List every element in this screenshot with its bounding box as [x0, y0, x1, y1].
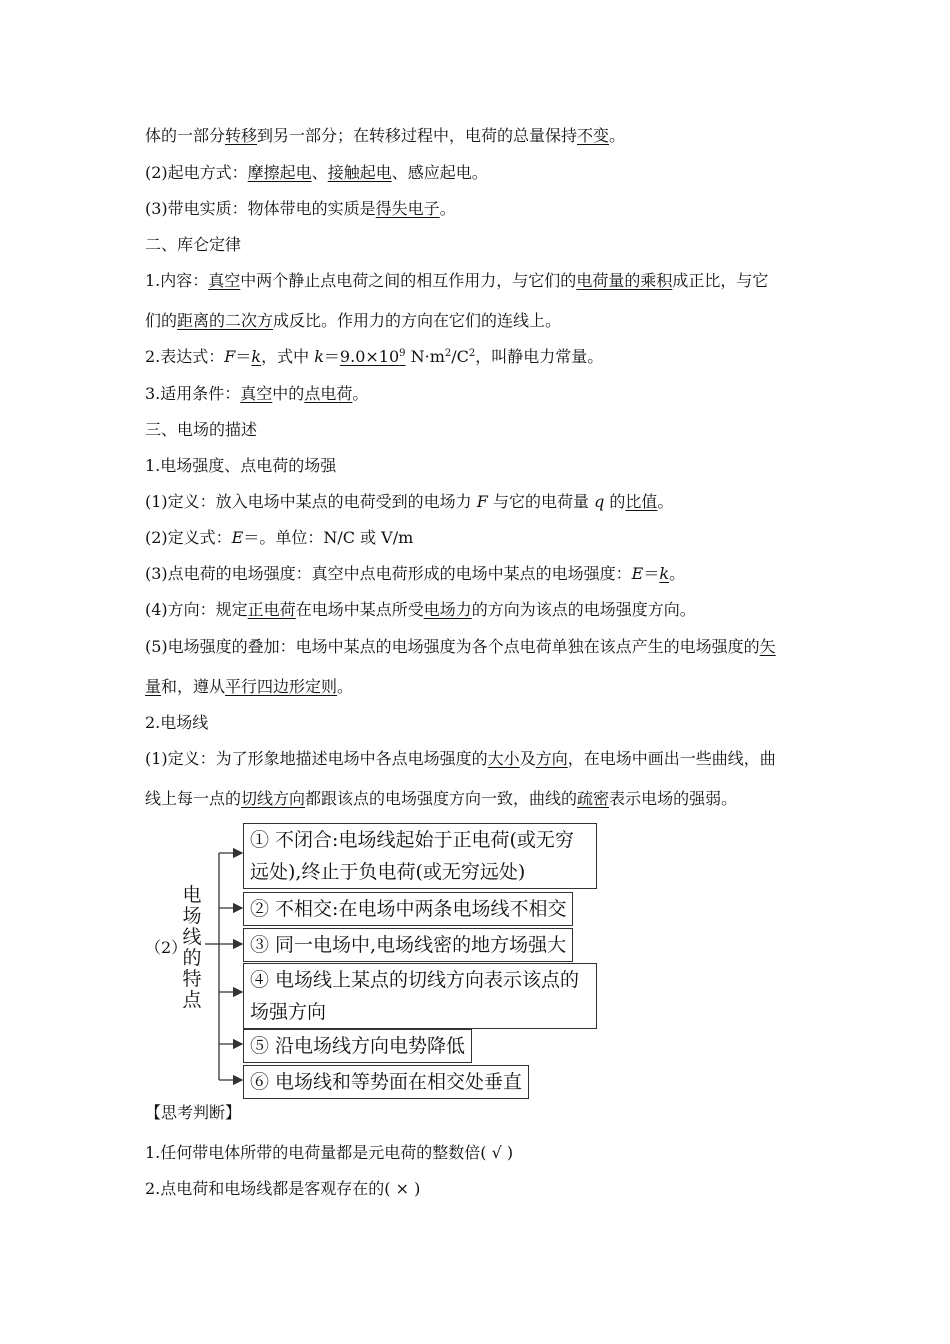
answer-blank: 比值 — [625, 492, 658, 511]
answer-blank: 大小 — [487, 749, 520, 768]
answer-blank: 电荷量的乘积 — [576, 271, 673, 290]
text: 和，遵从 — [161, 677, 226, 696]
text: 、感应起电。 — [391, 163, 488, 182]
answer-blank: 得失电子 — [375, 199, 440, 218]
answer-blank: 真空 — [208, 271, 241, 290]
text: 。 — [657, 492, 674, 511]
symbol: E — [631, 564, 644, 583]
judgement-item — [145, 1178, 420, 1200]
answer-blank: 切线方向 — [241, 789, 306, 808]
text: 到另一部分；在转移过程中，电荷的总量保持 — [257, 126, 578, 145]
text: 。 — [609, 126, 626, 145]
text: (2)定义式： — [145, 528, 232, 547]
text: 。 — [439, 199, 456, 218]
answer-blank: 接触起电 — [327, 163, 392, 182]
text: (1)定义：放入电场中某点的电荷受到的电场力 — [145, 492, 477, 511]
paragraph-line: 1.电场强度、点电荷的场强 — [145, 456, 337, 475]
answer-blank: 点电荷 — [304, 384, 353, 403]
feature-box-2 — [243, 892, 573, 926]
text: 1.内容： — [145, 271, 209, 290]
label-char: 的 — [182, 947, 202, 969]
answer-blank: 真空 — [240, 384, 273, 403]
text: ＝。单位：N/C 或 V/m — [243, 528, 414, 547]
text: 。 — [352, 384, 369, 403]
box-text: ③ 同一电场中,电场线密的地方场强大 — [250, 934, 567, 956]
text: 及 — [519, 749, 536, 768]
symbol: q — [594, 492, 605, 511]
text: ＝ — [323, 347, 340, 366]
text: N·m — [405, 347, 445, 366]
text: ) — [414, 1179, 421, 1198]
section-heading: 二、库仑定律 — [145, 235, 242, 254]
box-text: ⑤ 沿电场线方向电势降低 — [250, 1035, 466, 1057]
check-mark: √ — [491, 1143, 502, 1162]
cross-mark: × — [395, 1179, 410, 1198]
text: 成正比，与它 — [672, 271, 769, 290]
answer-blank: 矢 — [759, 637, 776, 656]
box-text: 场强方向 — [250, 1001, 327, 1023]
answer-blank: 电场力 — [423, 600, 472, 619]
answer-blank: 转移 — [225, 126, 258, 145]
text: 的 — [604, 492, 626, 511]
text: 3.适用条件： — [145, 384, 241, 403]
text: ，式中 — [261, 347, 315, 366]
symbol: k — [314, 347, 324, 366]
answer-blank: k — [251, 347, 262, 366]
text: 的方向为该点的电场强度方向。 — [471, 600, 696, 619]
answer-blank: 正电荷 — [247, 600, 296, 619]
text: 9.0×10 — [339, 347, 400, 366]
text: 1.任何带电体所带的电荷量都是元电荷的整数倍( — [145, 1143, 487, 1162]
superscript: 9 — [399, 348, 406, 359]
box-text: ② 不相交:在电场中两条电场线不相交 — [250, 898, 567, 920]
text: (3)点电荷的电场强度：真空中点电荷形成的电场中某点的电场强度： — [145, 564, 632, 583]
answer-blank: 不变 — [577, 126, 610, 145]
text: 中的 — [272, 384, 305, 403]
feature-box-6 — [243, 1065, 529, 1099]
text: 体的一部分 — [145, 126, 226, 145]
symbol: F — [476, 492, 488, 511]
symbol: F — [224, 347, 236, 366]
text: (3)带电实质：物体带电的实质是 — [145, 199, 376, 218]
box-text: ① 不闭合:电场线起始于正电荷(或无穷 — [250, 829, 574, 851]
text: ，叫静电力常量。 — [475, 347, 604, 366]
text: (2)起电方式： — [145, 163, 248, 182]
text: ) — [506, 1143, 514, 1162]
judgement-item — [145, 1142, 513, 1164]
text: /C — [451, 347, 469, 366]
diagram-vertical-label — [180, 885, 204, 1011]
text: ＝ — [643, 564, 660, 583]
answer-blank: 量 — [145, 677, 162, 696]
text: 、 — [311, 163, 328, 182]
section-heading: 三、电场的描述 — [145, 420, 258, 439]
text: ，在电场中画出一些曲线，曲 — [567, 749, 776, 768]
text: (1)定义：为了形象地描述电场中各点电场强度的 — [145, 749, 488, 768]
answer-blank: 摩擦起电 — [247, 163, 312, 182]
feature-box-5 — [243, 1029, 472, 1063]
superscript: 2 — [444, 348, 452, 359]
box-text: ④ 电场线上某点的切线方向表示该点的 — [250, 969, 580, 991]
feature-box-3 — [243, 928, 573, 962]
label-char: 线 — [182, 926, 202, 948]
label-char: 点 — [182, 989, 202, 1011]
text: 表示电场的强弱。 — [609, 789, 738, 808]
text: 中两个静止点电荷之间的相互作用力，与它们的 — [240, 271, 577, 290]
text: 线上每一点的 — [145, 789, 242, 808]
text: (4)方向：规定 — [145, 600, 248, 619]
text: ＝ — [235, 347, 252, 366]
text: 成反比。作用力的方向在它们的连线上。 — [273, 311, 562, 330]
answer-blank: 平行四边形定则 — [225, 677, 338, 696]
text: 2.点电荷和电场线都是客观存在的( — [145, 1179, 391, 1198]
answer-blank: k — [659, 564, 670, 583]
paragraph-line: 2.电场线 — [145, 713, 209, 732]
answer-blank: 方向 — [535, 749, 568, 768]
text: 。 — [669, 564, 686, 583]
diagram-prefix: （2） — [145, 938, 188, 957]
text: 们的 — [145, 311, 178, 330]
label-char: 特 — [182, 968, 202, 990]
feature-box-4 — [243, 963, 597, 1029]
text: 2.表达式： — [145, 347, 225, 366]
answer-blank: 距离的二次方 — [177, 311, 274, 330]
answer-blank: 疏密 — [577, 789, 610, 808]
section-heading: 【思考判断】 — [145, 1103, 242, 1122]
label-char: 电 — [182, 884, 202, 906]
feature-box-1 — [243, 823, 597, 889]
text: 与它的电荷量 — [487, 492, 595, 511]
label-char: 场 — [182, 905, 202, 927]
text: 。 — [337, 677, 354, 696]
text: 都跟该点的电场强度方向一致，曲线的 — [305, 789, 578, 808]
text: (5)电场强度的叠加：电场中某点的电场强度为各个点电荷单独在该点产生的电场强度的 — [145, 637, 760, 656]
symbol: E — [231, 528, 244, 547]
box-text: 远处),终止于负电荷(或无穷远处) — [250, 861, 526, 883]
superscript: 2 — [468, 348, 476, 359]
box-text: ⑥ 电场线和等势面在相交处垂直 — [250, 1071, 523, 1093]
text: 在电场中某点所受 — [295, 600, 424, 619]
